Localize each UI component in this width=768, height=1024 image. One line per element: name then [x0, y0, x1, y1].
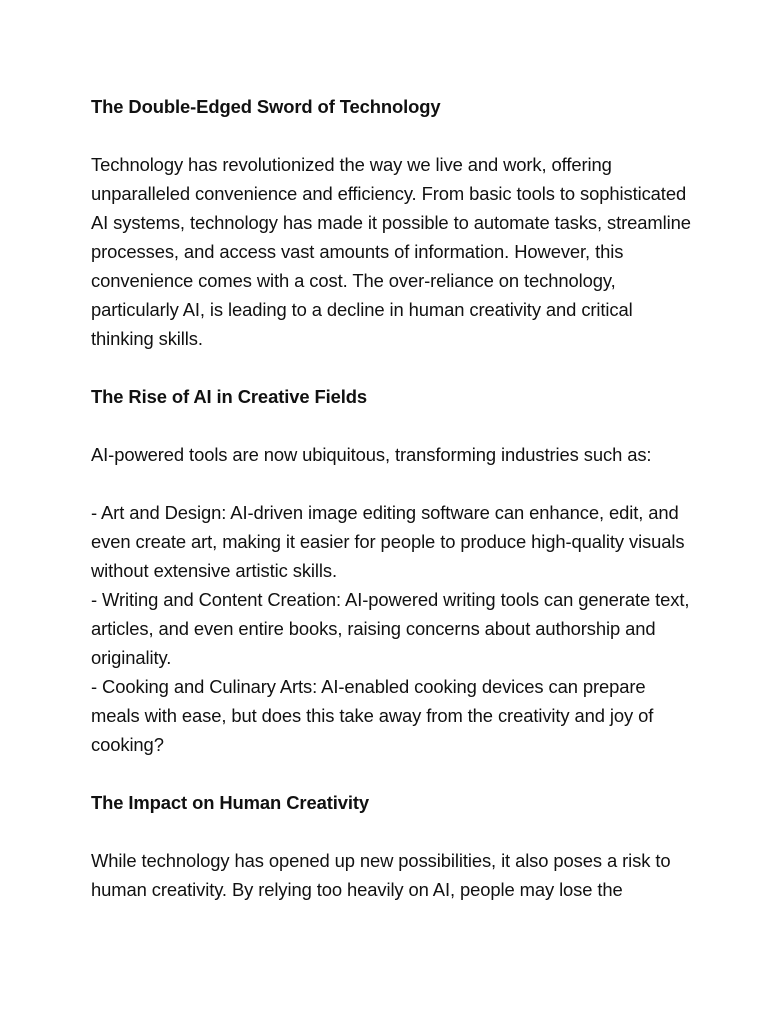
- section-heading-rise-of-ai: The Rise of AI in Creative Fields: [91, 386, 368, 407]
- industry-list: [91, 498, 691, 759]
- intro-paragraph: Technology has revolutionized the way we live and work, offering unparalleled convenience and efficiency. From basic tools to sophisticated AI systems, technology has made it possible to automate tasks, streamline processes, and access vast amounts of information. However, this convenience comes with a cost. The over-reliance on technology, particularly AI, is leading to a decline in human creativity and critical thinking skills.: [91, 154, 691, 349]
- section-heading-impact: The Impact on Human Creativity: [91, 792, 370, 813]
- section-lead-paragraph: AI-powered tools are now ubiquitous, transforming industries such as:: [91, 444, 652, 465]
- list-item-art-and-design: - Art and Design: AI-driven image editing software can enhance, edit, and even create art, making it easier for people to produce high-quality visuals without extensive artistic skills.: [91, 502, 685, 581]
- list-item-writing-and-content: - Writing and Content Creation: AI-powered writing tools can generate text, articles, and even entire books, raising concerns about authorship and originality.: [91, 589, 690, 668]
- document-title: The Double-Edged Sword of Technology: [91, 96, 441, 117]
- list-item-cooking-and-culinary: - Cooking and Culinary Arts: AI-enabled cooking devices can prepare meals with ease, but does this take away from the creativity and joy of cooking?: [91, 676, 654, 755]
- document-body: [91, 92, 691, 904]
- impact-paragraph: While technology has opened up new possibilities, it also poses a risk to human creativity. By relying too heavily on AI, people may lose the: [91, 850, 671, 900]
